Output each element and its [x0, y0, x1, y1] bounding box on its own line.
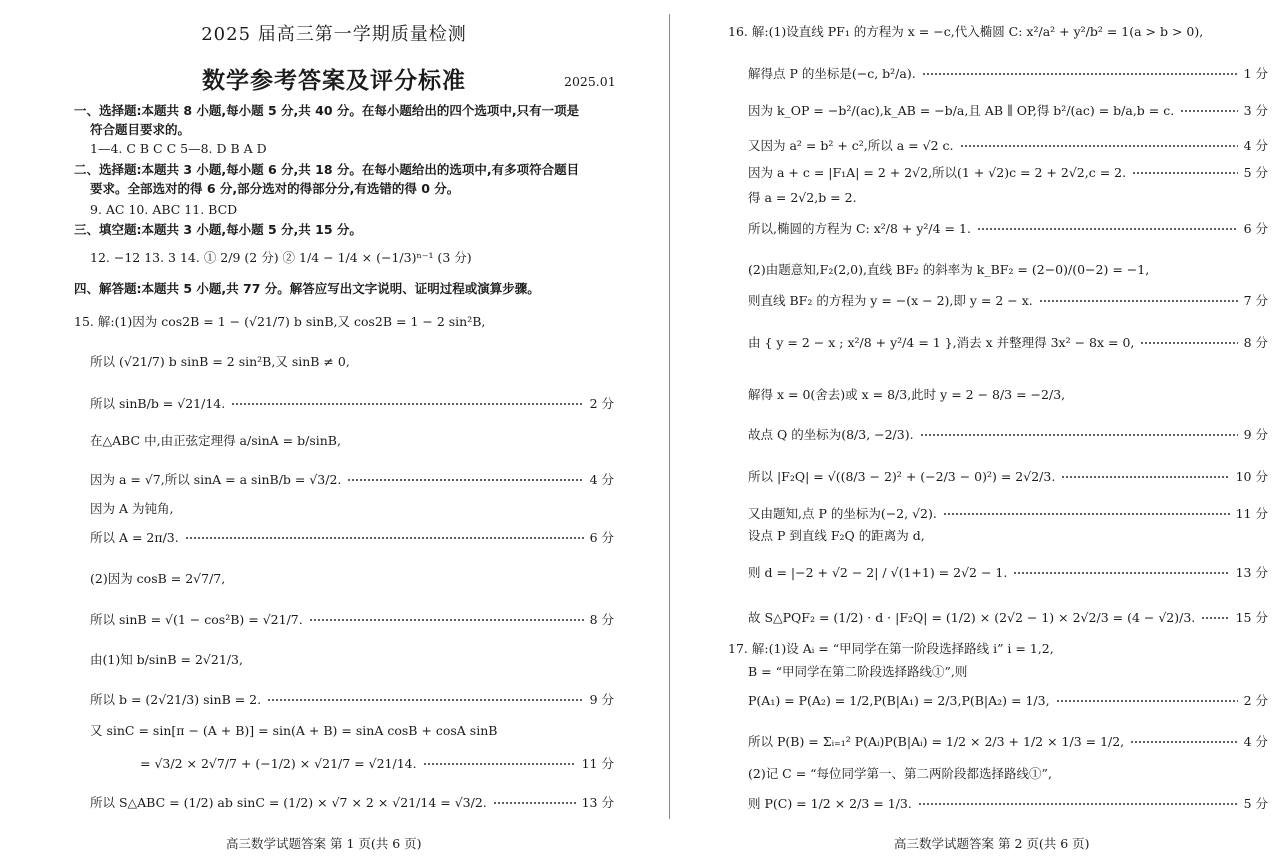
left-line-14 [90, 472, 614, 488]
right-line-14 [748, 506, 1268, 522]
score-label: 5 分 [1243, 165, 1268, 180]
dot-leader [1132, 172, 1237, 174]
solution-step-text: 所以 sinB = √(1 − cos²B) = √21/7. [90, 612, 303, 627]
solution-step-text: 由 { y = 2 − x ; x²/8 + y²/4 = 1 },消去 x 并整理得 3x² − 8x = 0, [748, 335, 1135, 350]
page-divider [669, 14, 670, 819]
right-line-23 [748, 796, 1268, 812]
score-label: 15 分 [1235, 610, 1268, 625]
right-line-9 [748, 293, 1268, 309]
left-line-16 [90, 530, 614, 546]
dot-leader [185, 537, 584, 539]
dot-leader [943, 513, 1230, 515]
right-line-8: (2)由题意知,F₂(2,0),直线 BF₂ 的斜率为 k_BF₂ = (2−0)/(0−2) = −1, [748, 262, 1150, 277]
dot-leader [960, 145, 1238, 147]
right-line-22: (2)记 C = “每位同学第一、第二两阶段都选择路线①”, [748, 766, 1052, 781]
score-label: 4 分 [1243, 138, 1268, 153]
page-footer-2: 高三数学试题答案 第 2 页(共 6 页) [894, 836, 1090, 851]
solution-step-text: 所以,椭圆的方程为 C: x²/8 + y²/4 = 1. [748, 221, 971, 236]
right-line-17 [748, 610, 1268, 626]
score-label: 2 分 [1243, 693, 1268, 708]
right-line-21 [748, 734, 1268, 750]
solution-step-text: 所以 S△ABC = (1/2) ab sinC = (1/2) × √7 × 2 × √21/14 = √3/2. [90, 795, 487, 810]
score-label: 6 分 [589, 530, 614, 545]
left-line-13: 在△ABC 中,由正弦定理得 a/sinA = b/sinB, [90, 433, 341, 448]
right-line-2 [748, 66, 1268, 82]
dot-leader [1140, 342, 1237, 344]
exam-date: 2025.01 [564, 74, 616, 89]
right-line-11: 解得 x = 0(舍去)或 x = 8/3,此时 y = 2 − 8/3 = −2/3, [748, 387, 1066, 402]
score-label: 4 分 [589, 472, 614, 487]
left-line-4: 二、选择题:本题共 3 小题,每小题 6 分,共 18 分。在每小题给出的选项中,有多项符合题目 [74, 162, 580, 177]
dot-leader [493, 802, 576, 804]
dot-leader [1039, 300, 1238, 302]
left-line-9: 四、解答题:本题共 5 小题,共 77 分。解答应写出文字说明、证明过程或演算步骤。 [74, 281, 540, 296]
right-line-16 [748, 565, 1268, 581]
document-title: 数学参考答案及评分标准 [202, 68, 466, 94]
solution-step-text: 则直线 BF₂ 的方程为 y = −(x − 2),即 y = 2 − x. [748, 293, 1033, 308]
score-label: 13 分 [581, 795, 614, 810]
solution-step-text: 则 d = |−2 + √2 − 2| / √(1+1) = 2√2 − 1. [748, 565, 1008, 580]
solution-step-text: 又由题知,点 P 的坐标为(−2, √2). [748, 506, 937, 521]
left-line-7: 三、填空题:本题共 3 小题,每小题 5 分,共 15 分。 [74, 222, 362, 237]
left-line-19: 由(1)知 b/sinB = 2√21/3, [90, 652, 243, 667]
left-line-18 [90, 612, 614, 628]
score-label: 11 分 [1235, 506, 1268, 521]
answer-page-2 [672, 0, 1283, 861]
exam-title: 2025 届高三第一学期质量检测 [201, 24, 467, 45]
score-label: 2 分 [589, 396, 614, 411]
left-line-21: 又 sinC = sin[π − (A + B)] = sin(A + B) = sinA cosB + cosA sinB [90, 723, 498, 738]
dot-leader [309, 619, 584, 621]
score-label: 13 分 [1235, 565, 1268, 580]
solution-step-text: 所以 sinB/b = √21/14. [90, 396, 226, 411]
dot-leader [922, 73, 1238, 75]
left-line-12 [90, 396, 614, 412]
score-label: 8 分 [1243, 335, 1268, 350]
dot-leader [1130, 741, 1237, 743]
right-line-3 [748, 103, 1268, 119]
score-label: 8 分 [589, 612, 614, 627]
score-label: 1 分 [1243, 66, 1268, 81]
right-line-6: 得 a = 2√2,b = 2. [748, 190, 857, 205]
dot-leader [918, 803, 1238, 805]
solution-step-text: = √3/2 × 2√7/7 + (−1/2) × √21/7 = √21/14. [140, 756, 417, 771]
left-line-1: 一、选择题:本题共 8 小题,每小题 5 分,共 40 分。在每小题给出的四个选项中,只有一项是 [74, 103, 580, 118]
score-label: 4 分 [1243, 734, 1268, 749]
dot-leader [347, 479, 583, 481]
page-footer-1: 高三数学试题答案 第 1 页(共 6 页) [226, 836, 422, 851]
score-label: 9 分 [589, 692, 614, 707]
left-line-10: 15. 解:(1)因为 cos2B = 1 − (√21/7) b sinB,又 cos2B = 1 − 2 sin²B, [74, 314, 486, 329]
right-line-5 [748, 165, 1268, 181]
score-label: 11 分 [581, 756, 614, 771]
solution-step-text: 因为 k_OP = −b²/(ac),k_AB = −b/a,且 AB ∥ OP,得 b²/(ac) = b/a,b = c. [748, 103, 1175, 118]
dot-leader [1056, 700, 1238, 702]
solution-step-text: 因为 a = √7,所以 sinA = a sinB/b = √3/2. [90, 472, 342, 487]
right-line-7 [748, 221, 1268, 237]
left-line-3: 1—4. C B C C 5—8. D B A D [90, 141, 267, 156]
score-label: 3 分 [1243, 103, 1268, 118]
solution-step-text: 所以 P(B) = Σᵢ₌₁² P(Aᵢ)P(B|Aᵢ) = 1/2 × 2/3 + 1/2 × 1/3 = 1/2, [748, 734, 1125, 749]
left-line-6: 9. AC 10. ABC 11. BCD [90, 202, 238, 217]
left-line-11: 所以 (√21/7) b sinB = 2 sin²B,又 sinB ≠ 0, [90, 354, 350, 369]
right-line-1: 16. 解:(1)设直线 PF₁ 的方程为 x = −c,代入椭圆 C: x²/a² + y²/b² = 1(a > b > 0), [728, 24, 1204, 39]
dot-leader [920, 434, 1238, 436]
solution-step-text: 解得点 P 的坐标是(−c, b²/a). [748, 66, 916, 81]
score-label: 7 分 [1243, 293, 1268, 308]
right-line-10 [748, 335, 1268, 351]
solution-step-text: P(A₁) = P(A₂) = 1/2,P(B|A₁) = 2/3,P(B|A₂) = 1/3, [748, 693, 1050, 708]
left-line-8: 12. −12 13. 3 14. ① 2/9 (2 分) ② 1/4 − 1/4 × (−1/3)ⁿ⁻¹ (3 分) [90, 250, 472, 265]
dot-leader [1180, 110, 1237, 112]
solution-step-text: 因为 a + c = |F₁A| = 2 + 2√2,所以(1 + √2)c = 2 + 2√2,c = 2. [748, 165, 1127, 180]
dot-leader [423, 763, 576, 765]
solution-step-text: 则 P(C) = 1/2 × 2/3 = 1/3. [748, 796, 912, 811]
solution-step-text: 所以 A = 2π/3. [90, 530, 179, 545]
solution-step-text: 所以 b = (2√21/3) sinB = 2. [90, 692, 262, 707]
right-line-15: 设点 P 到直线 F₂Q 的距离为 d, [748, 528, 925, 543]
left-line-2: 符合题目要求的。 [90, 122, 191, 137]
solution-step-text: 故点 Q 的坐标为(8/3, −2/3). [748, 427, 914, 442]
dot-leader [1201, 617, 1229, 619]
score-label: 9 分 [1243, 427, 1268, 442]
dot-leader [231, 403, 583, 405]
solution-step-text: 又因为 a² = b² + c²,所以 a = √2 c. [748, 138, 954, 153]
right-line-12 [748, 427, 1268, 443]
left-line-17: (2)因为 cosB = 2√7/7, [90, 571, 226, 586]
left-line-15: 因为 A 为钝角, [90, 501, 174, 516]
right-line-19: B = “甲同学在第二阶段选择路线①”,则 [748, 664, 968, 679]
dot-leader [1061, 476, 1229, 478]
dot-leader [1013, 572, 1229, 574]
right-line-18: 17. 解:(1)设 Aᵢ = “甲同学在第一阶段选择路线 i” i = 1,2, [728, 641, 1054, 656]
right-line-13 [748, 469, 1268, 485]
left-line-5: 要求。全部选对的得 6 分,部分选对的得部分分,有选错的得 0 分。 [90, 181, 460, 196]
score-label: 6 分 [1243, 221, 1268, 236]
dot-leader [977, 228, 1238, 230]
right-line-20 [748, 693, 1268, 709]
dot-leader [267, 699, 583, 701]
right-line-4 [748, 138, 1268, 154]
left-line-20 [90, 692, 614, 708]
left-line-22 [140, 756, 614, 772]
solution-step-text: 故 S△PQF₂ = (1/2) · d · |F₂Q| = (1/2) × (2√2 − 1) × 2√2/3 = (4 − √2)/3. [748, 610, 1196, 625]
solution-step-text: 所以 |F₂Q| = √((8/3 − 2)² + (−2/3 − 0)²) = 2√2/3. [748, 469, 1056, 484]
score-label: 5 分 [1243, 796, 1268, 811]
left-line-23 [90, 795, 614, 811]
score-label: 10 分 [1235, 469, 1268, 484]
